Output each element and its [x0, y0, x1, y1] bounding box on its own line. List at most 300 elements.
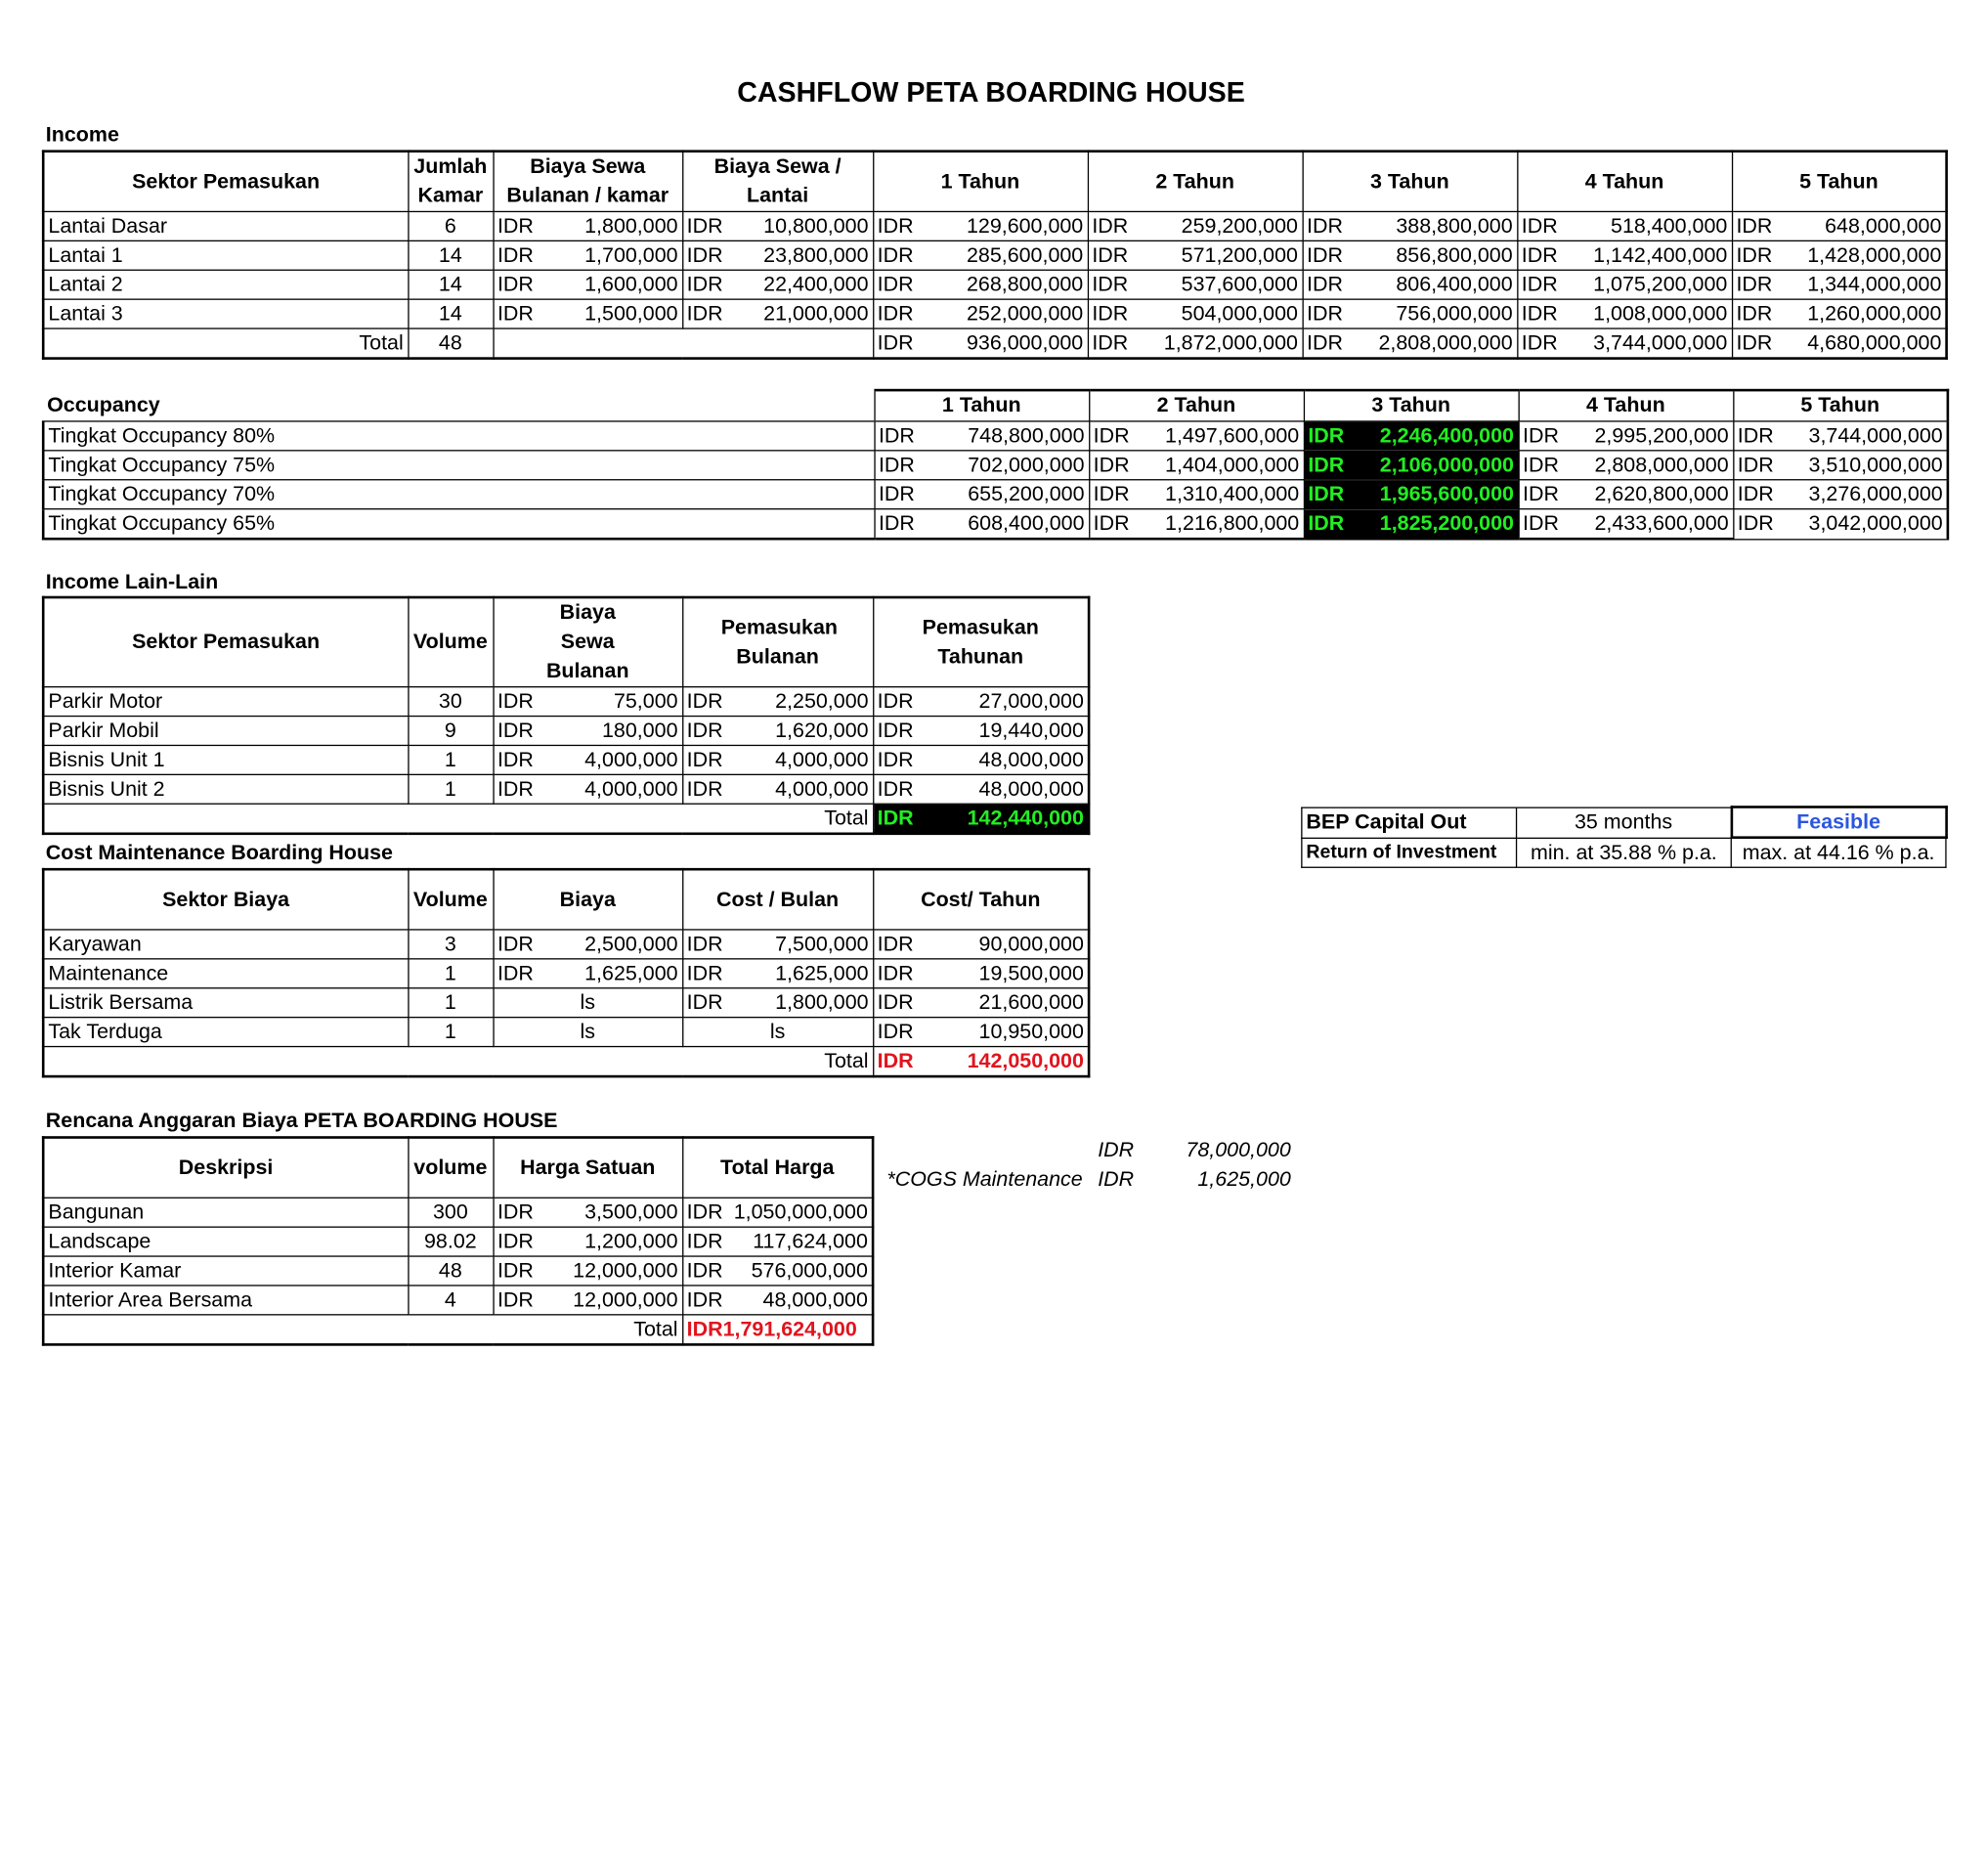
money-cell	[493, 1198, 682, 1227]
currency-label: IDR	[686, 933, 723, 956]
other-income-table	[42, 596, 1090, 835]
money-cell	[1519, 421, 1734, 451]
volume: 1	[408, 959, 493, 988]
currency-label: IDR	[1521, 273, 1558, 296]
currency-label: IDR	[877, 1020, 914, 1044]
row-label: Lantai 3	[43, 299, 408, 328]
money-cell	[874, 451, 1089, 480]
volume: 9	[408, 717, 493, 746]
currency-label: IDR	[1521, 243, 1558, 267]
money-cell	[873, 717, 1089, 746]
money-value: 2,250,000	[775, 689, 869, 714]
money-cell	[1304, 451, 1519, 480]
col-header: Sektor Biaya	[43, 869, 408, 930]
volume: 1	[408, 745, 493, 774]
total-label: Total	[43, 1315, 682, 1345]
volume: 4	[408, 1286, 493, 1315]
money-value: 655,200,000	[968, 482, 1085, 506]
table-row	[43, 1018, 1089, 1047]
col-header: Jumlah Kamar	[408, 152, 493, 212]
cost-header-row	[43, 869, 1089, 930]
currency-label: IDR	[1736, 331, 1773, 355]
money-cell	[873, 1047, 1089, 1077]
money-cell	[1088, 328, 1303, 359]
room-count: 14	[408, 299, 493, 328]
money-value: 142,440,000	[967, 807, 1084, 830]
table-row	[43, 1227, 873, 1256]
cogs-value-2: 1,625,000	[1197, 1167, 1291, 1192]
money-value: 1,216,800,000	[1165, 511, 1300, 536]
currency-label: IDR	[1093, 454, 1130, 477]
currency-label: IDR	[877, 777, 914, 801]
currency-label: IDR	[878, 454, 915, 477]
currency-label: IDR	[686, 748, 723, 772]
money-value: 12,000,000	[573, 1259, 678, 1283]
money-cell	[493, 240, 682, 270]
money-cell	[1089, 451, 1304, 480]
table-row	[43, 774, 1089, 804]
money-cell	[873, 930, 1089, 959]
currency-label: IDR	[1736, 273, 1773, 296]
budget-table	[42, 1136, 874, 1346]
col-header: Biaya Sewa / Lantai	[682, 152, 873, 212]
volume: 30	[408, 687, 493, 717]
row-label: Lantai Dasar	[43, 211, 408, 240]
volume: 3	[408, 930, 493, 959]
money-cell	[682, 1227, 873, 1256]
money-value: 2,106,000,000	[1379, 454, 1514, 477]
currency-label: IDR	[1523, 511, 1559, 536]
money-value: 21,600,000	[978, 990, 1084, 1015]
money-cell	[493, 687, 682, 717]
total-rooms: 48	[408, 328, 493, 359]
currency-label: IDR	[496, 1230, 534, 1253]
money-value: 608,400,000	[968, 511, 1085, 536]
col-header: Biaya	[493, 869, 682, 930]
row-label: Parkir Motor	[43, 687, 408, 717]
currency-label: IDR	[496, 1288, 534, 1312]
money-value: 1,620,000	[775, 719, 869, 743]
col-header: 1 Tahun	[873, 152, 1088, 212]
money-value: 10,950,000	[978, 1020, 1084, 1044]
budget-heading: Rencana Anggaran Biaya PETA BOARDING HOUSE	[45, 1109, 558, 1133]
occupancy-heading: Occupancy	[43, 390, 874, 421]
row-label: Tingkat Occupancy 70%	[43, 480, 874, 509]
table-row	[43, 299, 1946, 328]
currency-label: IDR	[878, 424, 915, 448]
currency-label: IDR	[686, 1200, 723, 1224]
money-cell	[1089, 509, 1304, 540]
lump-sum: ls	[493, 988, 682, 1018]
money-value: 1,825,200,000	[1379, 511, 1514, 536]
col-header: Cost/ Tahun	[873, 869, 1089, 930]
money-value: 1,404,000,000	[1165, 454, 1300, 477]
money-value: 1,200,000	[584, 1230, 678, 1253]
money-value: 1,310,400,000	[1165, 482, 1300, 506]
money-value: 180,000	[601, 719, 678, 743]
money-cell	[873, 1018, 1089, 1047]
money-cell	[1304, 421, 1519, 451]
roi-min: min. at 35.88 % p.a.	[1517, 838, 1732, 868]
money-cell	[682, 240, 873, 270]
money-cell	[1517, 270, 1732, 299]
currency-label: IDR	[877, 990, 914, 1015]
row-label: Tak Terduga	[43, 1018, 408, 1047]
money-value: 648,000,000	[1825, 214, 1942, 239]
money-value: 19,500,000	[978, 962, 1084, 985]
table-row	[43, 959, 1089, 988]
money-cell	[682, 687, 873, 717]
currency-label: IDR	[496, 777, 534, 801]
col-header: Sektor Pemasukan	[43, 597, 408, 687]
money-cell	[1088, 211, 1303, 240]
money-cell	[873, 745, 1089, 774]
table-row	[43, 240, 1946, 270]
money-cell	[1303, 270, 1518, 299]
money-value: 4,000,000	[775, 748, 869, 772]
money-cell	[682, 745, 873, 774]
money-value: 1,625,000	[775, 962, 869, 985]
row-label: Interior Area Bersama	[43, 1286, 408, 1315]
money-cell	[682, 270, 873, 299]
currency-label: IDR	[877, 689, 914, 714]
currency-label: IDR	[1736, 243, 1773, 267]
row-label: Bangunan	[43, 1198, 408, 1227]
volume: 48	[408, 1256, 493, 1286]
money-value: 75,000	[613, 689, 678, 714]
money-cell	[1517, 240, 1732, 270]
money-cell	[493, 1286, 682, 1315]
row-label: Tingkat Occupancy 80%	[43, 421, 874, 451]
currency-label: IDR	[1308, 482, 1345, 506]
money-cell	[1519, 509, 1734, 540]
money-cell	[1088, 270, 1303, 299]
currency-label: IDR	[496, 748, 534, 772]
money-value: 3,042,000,000	[1808, 512, 1943, 536]
money-value: 268,800,000	[966, 273, 1084, 296]
col-header: 4 Tahun	[1517, 152, 1732, 212]
currency-label: IDR	[877, 807, 914, 830]
currency-label: IDR	[496, 933, 534, 956]
roi-row	[1302, 838, 1946, 868]
row-label: Listrik Bersama	[43, 988, 408, 1018]
room-count: 14	[408, 240, 493, 270]
row-label: Karyawan	[43, 930, 408, 959]
money-cell	[1089, 421, 1304, 451]
currency-label: IDR	[1523, 424, 1559, 448]
money-value: 2,500,000	[584, 933, 678, 956]
money-value: 1,625,000	[584, 962, 678, 985]
money-value: 756,000,000	[1396, 302, 1513, 326]
col-header: Total Harga	[682, 1138, 873, 1199]
col-header: 2 Tahun	[1088, 152, 1303, 212]
currency-label: IDR	[877, 214, 914, 239]
money-value: 117,624,000	[753, 1230, 868, 1253]
money-cell	[682, 1286, 873, 1315]
money-value: 936,000,000	[966, 331, 1084, 355]
money-value: 2,808,000,000	[1378, 331, 1513, 355]
currency-label: IDR	[877, 748, 914, 772]
currency-label: IDR	[1737, 512, 1774, 536]
money-cell	[1303, 211, 1518, 240]
money-cell	[682, 717, 873, 746]
money-value: 7,500,000	[775, 933, 869, 956]
money-cell	[873, 774, 1089, 804]
total-label: Total	[43, 328, 408, 359]
money-value: 1,700,000	[584, 243, 678, 267]
currency-label: IDR	[686, 273, 723, 296]
money-value: 22,400,000	[763, 273, 869, 296]
currency-label: IDR	[878, 511, 915, 536]
bep-row	[1302, 807, 1946, 838]
col-header: Deskripsi	[43, 1138, 408, 1199]
col-header: Volume	[408, 597, 493, 687]
money-cell	[682, 1198, 873, 1227]
total-row	[43, 1315, 873, 1345]
col-header: Biaya Sewa Bulanan	[493, 597, 682, 687]
money-value: 3,276,000,000	[1808, 482, 1943, 506]
money-value: 1,008,000,000	[1593, 302, 1728, 326]
roi-max: max. at 44.16 % p.a.	[1731, 838, 1946, 868]
currency-label: IDR	[1092, 243, 1129, 267]
currency-label: IDR	[1521, 302, 1558, 326]
money-cell	[873, 988, 1089, 1018]
money-cell	[1303, 240, 1518, 270]
currency-label: IDR	[1308, 424, 1345, 448]
currency-label: IDR	[496, 1259, 534, 1283]
table-row	[43, 1198, 873, 1227]
money-cell	[1303, 299, 1518, 328]
bep-label: BEP Capital Out	[1302, 807, 1517, 838]
row-label: Tingkat Occupancy 65%	[43, 509, 874, 540]
money-cell	[493, 270, 682, 299]
money-cell	[1519, 480, 1734, 509]
money-cell	[1304, 480, 1519, 509]
volume: 300	[408, 1198, 493, 1227]
money-cell	[1089, 480, 1304, 509]
money-cell	[1519, 451, 1734, 480]
total-row	[43, 804, 1089, 834]
money-cell	[1732, 240, 1947, 270]
currency-label: IDR	[686, 1288, 723, 1312]
money-value: 142,050,000	[967, 1049, 1084, 1073]
currency-label: IDR	[1737, 424, 1774, 448]
total-label: Total	[43, 1047, 873, 1077]
money-cell	[1733, 451, 1948, 480]
bep-table	[1301, 806, 1947, 868]
money-value: 4,000,000	[584, 777, 678, 801]
currency-label: IDR	[496, 1200, 534, 1224]
cost-table	[42, 868, 1090, 1077]
row-label: Landscape	[43, 1227, 408, 1256]
currency-label: IDR	[1737, 482, 1774, 506]
money-value: 259,200,000	[1181, 214, 1298, 239]
money-value: 856,800,000	[1396, 243, 1513, 267]
currency-label: IDR	[1737, 454, 1774, 477]
col-header: volume	[408, 1138, 493, 1199]
money-value: 571,200,000	[1181, 243, 1298, 267]
money-value: 19,440,000	[978, 719, 1084, 743]
row-label: Interior Kamar	[43, 1256, 408, 1286]
money-cell	[1732, 211, 1947, 240]
currency-label: IDR	[686, 243, 723, 267]
currency-label: IDR	[1092, 302, 1129, 326]
currency-label: IDR	[1523, 482, 1559, 506]
currency-label: IDR	[496, 214, 534, 239]
lump-sum: ls	[682, 1018, 873, 1047]
table-row	[43, 1286, 873, 1315]
volume: 1	[408, 988, 493, 1018]
money-value: 3,744,000,000	[1808, 424, 1943, 448]
row-label: Bisnis Unit 1	[43, 745, 408, 774]
money-value: 252,000,000	[966, 302, 1084, 326]
money-cell	[873, 804, 1089, 834]
money-cell	[1733, 421, 1948, 451]
money-value: 48,000,000	[978, 777, 1084, 801]
money-value: 10,800,000	[763, 214, 869, 239]
money-cell	[1733, 509, 1948, 540]
money-value: 748,800,000	[968, 424, 1085, 448]
currency-label: IDR	[877, 719, 914, 743]
table-row	[43, 451, 1948, 480]
col-header: Harga Satuan	[493, 1138, 682, 1199]
currency-label: IDR	[877, 331, 914, 355]
money-value: 2,620,800,000	[1594, 482, 1729, 506]
currency-label: IDR	[1521, 331, 1558, 355]
bep-months: 35 months	[1517, 807, 1732, 838]
table-row	[43, 270, 1946, 299]
currency-label: IDR	[877, 243, 914, 267]
money-cell	[493, 717, 682, 746]
money-cell	[682, 1315, 873, 1345]
currency-label: IDR	[686, 990, 723, 1015]
money-cell	[874, 509, 1089, 540]
row-label: Parkir Mobil	[43, 717, 408, 746]
currency-label: IDR	[686, 719, 723, 743]
row-label: Lantai 1	[43, 240, 408, 270]
currency-label: IDR	[496, 243, 534, 267]
currency-label: IDR	[1093, 511, 1130, 536]
money-cell	[874, 480, 1089, 509]
money-cell	[682, 1256, 873, 1286]
col-header: 5 Tahun	[1732, 152, 1947, 212]
table-row	[43, 745, 1089, 774]
money-cell	[873, 959, 1089, 988]
money-value: 1,800,000	[584, 214, 678, 239]
currency-label: IDR	[1736, 302, 1773, 326]
other-income-header-row	[43, 597, 1089, 687]
money-cell	[682, 930, 873, 959]
currency-label: IDR	[1307, 214, 1343, 239]
currency-label: IDR	[877, 302, 914, 326]
col-header: 2 Tahun	[1089, 390, 1304, 421]
row-label: Bisnis Unit 2	[43, 774, 408, 804]
table-row	[43, 211, 1946, 240]
currency-label: IDR	[686, 1259, 723, 1283]
money-value: 2,433,600,000	[1594, 511, 1729, 536]
money-cell	[1088, 240, 1303, 270]
occupancy-table	[42, 389, 1949, 541]
col-header: Cost / Bulan	[682, 869, 873, 930]
money-value: 702,000,000	[968, 454, 1085, 477]
money-cell	[1088, 299, 1303, 328]
col-header: 3 Tahun	[1304, 390, 1519, 421]
currency-label: IDR	[1093, 424, 1130, 448]
money-value: 1,800,000	[775, 990, 869, 1015]
money-cell	[873, 328, 1088, 359]
money-cell	[682, 959, 873, 988]
currency-label: IDR	[877, 1049, 914, 1073]
col-header: Volume	[408, 869, 493, 930]
money-value: 23,800,000	[763, 243, 869, 267]
currency-label: IDR	[1307, 331, 1343, 355]
money-value: 27,000,000	[978, 689, 1084, 714]
currency-label: IDR	[1307, 273, 1343, 296]
col-header: Sektor Pemasukan	[43, 152, 408, 212]
total-label: Total	[43, 804, 873, 834]
money-cell	[873, 299, 1088, 328]
table-row	[43, 509, 1948, 540]
money-value: 3,500,000	[584, 1200, 678, 1224]
volume: 98.02	[408, 1227, 493, 1256]
money-cell	[493, 1227, 682, 1256]
money-value: 1,344,000,000	[1807, 273, 1942, 296]
col-header: Biaya Sewa Bulanan / kamar	[493, 152, 682, 212]
money-value: 1,500,000	[584, 302, 678, 326]
money-value: 285,600,000	[966, 243, 1084, 267]
currency-label: IDR	[1092, 331, 1129, 355]
room-count: 6	[408, 211, 493, 240]
roi-label: Return of Investment	[1302, 838, 1517, 868]
currency-label: IDR	[496, 273, 534, 296]
currency-label: IDR	[1523, 454, 1559, 477]
total-row	[43, 1047, 1089, 1077]
currency-label: IDR	[686, 302, 723, 326]
room-count: 14	[408, 270, 493, 299]
money-value: 2,246,400,000	[1379, 424, 1514, 448]
money-cell	[1303, 328, 1518, 359]
currency-label: IDR	[686, 777, 723, 801]
money-cell	[873, 211, 1088, 240]
currency-label: IDR	[686, 1318, 723, 1341]
table-row	[43, 717, 1089, 746]
money-value: 1,497,600,000	[1165, 424, 1300, 448]
currency-label: IDR	[877, 962, 914, 985]
cogs-value-1: 78,000,000	[1186, 1138, 1291, 1162]
currency-label: IDR	[686, 689, 723, 714]
money-value: 537,600,000	[1181, 273, 1298, 296]
money-cell	[1517, 328, 1732, 359]
col-header: 4 Tahun	[1519, 390, 1734, 421]
currency-label: IDR	[878, 482, 915, 506]
table-row	[43, 988, 1089, 1018]
currency-label: IDR	[1092, 273, 1129, 296]
money-cell	[493, 930, 682, 959]
money-value: 4,000,000	[775, 777, 869, 801]
currency-label: IDR	[1307, 243, 1343, 267]
table-row	[43, 480, 1948, 509]
table-row	[43, 1256, 873, 1286]
money-value: 2,808,000,000	[1594, 454, 1729, 477]
currency-label: IDR	[1308, 511, 1345, 536]
money-value: 48,000,000	[762, 1288, 868, 1312]
money-cell	[493, 299, 682, 328]
currency-label: IDR	[877, 933, 914, 956]
cogs-currency-1: IDR	[1098, 1138, 1135, 1162]
money-value: 21,000,000	[763, 302, 869, 326]
currency-label: IDR	[686, 214, 723, 239]
money-value: 576,000,000	[751, 1259, 868, 1283]
